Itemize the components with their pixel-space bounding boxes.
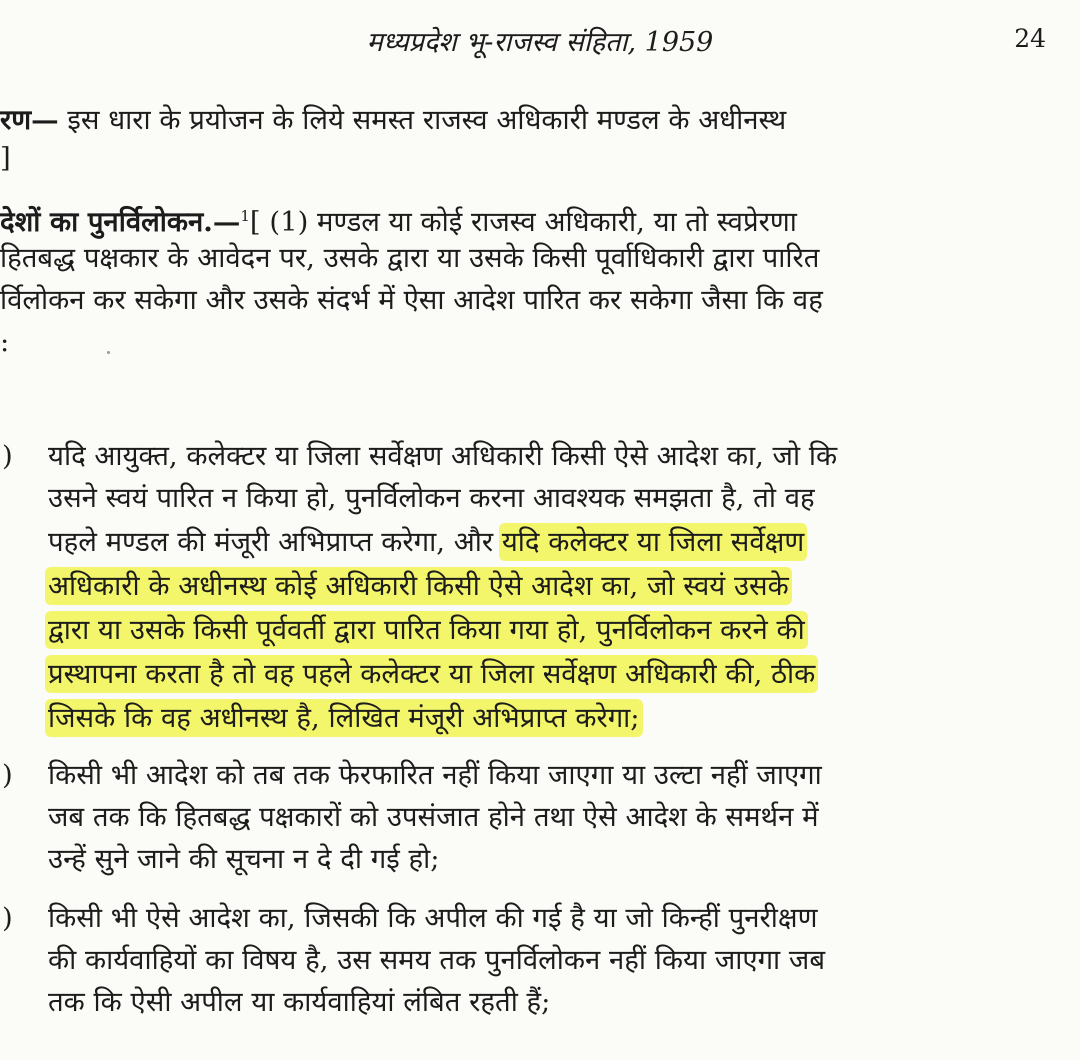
explanation-text-1: इस धारा के प्रयोजन के लिये समस्त राजस्व अधिकारी मण्डल के अधीनस्थ xyxy=(58,104,787,136)
clause-3-line-2: की कार्यवाहियों का विषय है, उस समय तक पुनर्विलोकन नहीं किया जाएगा जब xyxy=(48,944,826,976)
clause-1-line-6 xyxy=(48,654,815,694)
footnote-ref: 1 xyxy=(240,207,250,225)
highlighted-text: अधिकारी के अधीनस्थ कोई अधिकारी किसी ऐसे आदेश का, जो स्वयं उसके xyxy=(48,570,789,602)
section-line-1 xyxy=(0,196,797,242)
clause-1-marker: ) xyxy=(2,440,13,472)
running-header-title: मध्यप्रदेश भू-राजस्व संहिता, 1959 xyxy=(366,27,714,58)
section-line-2: हितबद्ध पक्षकार के आवेदन पर, उसके द्वारा या उसके किसी पूर्वाधिकारी द्वारा पारित xyxy=(0,242,820,274)
clause-1-line-5 xyxy=(48,610,805,650)
clause-2-line-3: उन्हें सुने जाने की सूचना न दे दी गई हो; xyxy=(48,843,440,875)
clause-3-line-3: तक कि ऐसी अपील या कार्यवाहियां लंबित रहती हैं; xyxy=(48,986,551,1018)
clause-2-line-2: जब तक कि हितबद्ध पक्षकारों को उपसंजात होने तथा ऐसे आदेश के समर्थन में xyxy=(48,801,819,833)
highlighted-text: जिसके कि वह अधीनस्थ है, लिखित मंजूरी अभिप्राप्त करेगा; xyxy=(48,702,640,734)
section-text-1: [ (1) मण्डल या कोई राजस्व अधिकारी, या तो स्वप्रेरणा xyxy=(249,206,797,239)
clause-1-line-3-plain: पहले मण्डल की मंजूरी अभिप्राप्त करेगा, और xyxy=(48,526,502,558)
clause-1-line-4 xyxy=(48,566,789,606)
highlighted-text: द्वारा या उसके किसी पूर्ववर्ती द्वारा पारित किया गया हो, पुनर्विलोकन करने की xyxy=(48,614,805,646)
section-line-3: र्विलोकन कर सकेगा और उसके संदर्भ में ऐसा आदेश पारित कर सकेगा जैसा कि वह xyxy=(0,284,823,316)
page-number: 24 xyxy=(1014,24,1046,53)
explanation-line-2: ] xyxy=(0,142,11,174)
highlighted-text: प्रस्थापना करता है तो वह पहले कलेक्टर या जिला सर्वेक्षण अधिकारी की, ठीक xyxy=(48,658,816,690)
clause-2-marker: ) xyxy=(2,759,13,791)
explanation-line-1 xyxy=(0,100,786,140)
clause-1-line-3 xyxy=(48,522,804,562)
section-heading: देशों का पुनर्विलोकन.— xyxy=(0,206,241,239)
clause-1-line-2: उसने स्वयं पारित न किया हो, पुनर्विलोकन करना आवश्यक समझता है, तो वह xyxy=(48,482,815,514)
clause-1-line-1: यदि आयुक्त, कलेक्टर या जिला सर्वेक्षण अधिकारी किसी ऐसे आदेश का, जो कि xyxy=(48,440,838,472)
section-line-4: : xyxy=(0,326,10,358)
clause-3-line-1: किसी भी ऐसे आदेश का, जिसकी कि अपील की गई है या जो किन्हीं पुनरीक्षण xyxy=(48,902,818,934)
speck-mark xyxy=(107,351,110,354)
clause-2-line-1: किसी भी आदेश को तब तक फेरफारित नहीं किया जाएगा या उल्टा नहीं जाएगा xyxy=(48,759,822,791)
clause-1-line-7 xyxy=(48,698,640,738)
explanation-term: रण— xyxy=(0,104,59,136)
clause-3-marker: ) xyxy=(2,902,13,934)
highlighted-text: यदि कलेक्टर या जिला सर्वेक्षण xyxy=(501,526,805,558)
